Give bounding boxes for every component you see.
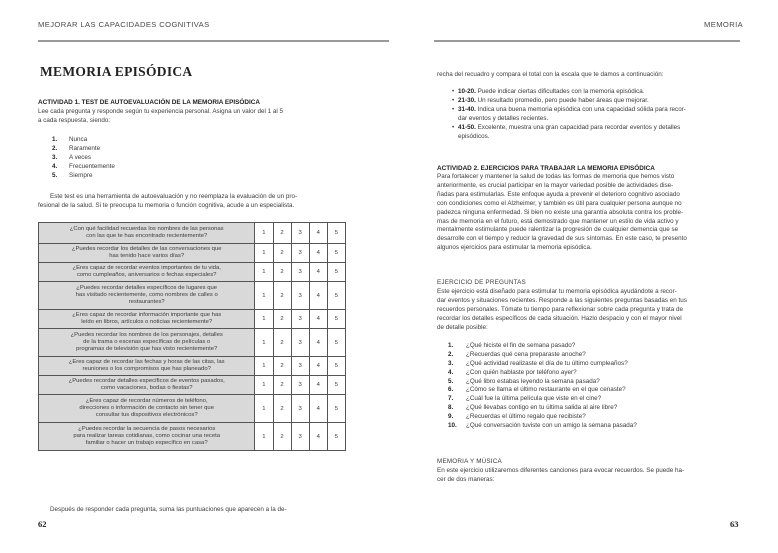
question-line: ¿Eres capaz de recordar eventos importantes de tu vida, — [72, 264, 221, 271]
activity1-title: ACTIVIDAD 1. TEST DE AUTOEVALUACIÓN DE LA MEMORIA EPISÓDICA — [38, 99, 261, 106]
scale-number: 4. — [52, 162, 58, 170]
question-line: como vacaciones, bodas o fiestas? — [100, 385, 193, 391]
body-line: de detalle posible: — [437, 323, 488, 331]
question-cell — [39, 395, 255, 423]
question-number: 9. — [448, 413, 454, 421]
score-cell[interactable]: 3 — [291, 223, 309, 244]
scale-label: Frecuentemente — [69, 162, 115, 170]
question-item — [448, 351, 637, 360]
running-head-left: MEJORAR LAS CAPACIDADES COGNITIVAS — [38, 20, 210, 29]
activity2-body — [437, 173, 741, 253]
question-number: 10. — [448, 422, 457, 430]
score-cell[interactable]: 2 — [273, 423, 291, 451]
score-cell[interactable]: 2 — [273, 395, 291, 423]
question-line: como cumpleaños, aniversarios o fechas especiales? — [76, 272, 217, 278]
page-number-right: 63 — [730, 519, 739, 529]
question-cell — [39, 329, 255, 357]
question-number: 3. — [448, 359, 454, 367]
question-line: leído en libros, artículos o noticias recientemente? — [81, 319, 213, 325]
table-row — [39, 357, 346, 376]
question-cell — [39, 310, 255, 329]
body-line: anteriormente, es crucial participar en la mayor variedad posible de actividades dise- — [437, 181, 674, 189]
intro-line: a cada respuesta, siendo: — [38, 116, 111, 124]
score-cell[interactable]: 5 — [327, 223, 345, 244]
score-cell[interactable]: 5 — [327, 395, 345, 423]
self-assessment-table — [38, 222, 346, 451]
activity1-intro — [38, 108, 348, 126]
question-item — [448, 378, 637, 387]
score-cell[interactable]: 2 — [273, 310, 291, 329]
score-cell[interactable]: 3 — [291, 357, 309, 376]
body-line: Este ejercicio está diseñado para estimular tu memoria episódica ayudándote a recor- — [437, 288, 677, 295]
scale-label: Raramente — [69, 144, 101, 152]
question-text: ¿Qué hiciste el fin de semana pasado? — [466, 342, 576, 349]
question-item — [448, 422, 637, 431]
table-row — [39, 376, 346, 395]
range-label: 21-30. — [458, 96, 476, 104]
score-cell[interactable]: 5 — [327, 329, 345, 357]
running-head-right: MEMORIA — [704, 20, 744, 29]
question-item — [448, 342, 637, 351]
question-line: de la trama o escenas específicas de películas o — [83, 338, 211, 345]
score-cell[interactable]: 1 — [255, 223, 273, 244]
question-line: has visitado recientemente, como nombres de calles o — [75, 291, 218, 298]
question-line: ¿Eres capaz de recordar información importante que has — [72, 311, 222, 318]
score-cell[interactable]: 3 — [291, 329, 309, 357]
table-row — [39, 223, 346, 244]
disclaimer — [38, 193, 348, 211]
question-text: ¿Recuerdas el último regalo que recibiste? — [466, 413, 586, 421]
score-cell[interactable]: 2 — [273, 357, 291, 376]
header-rule-right — [434, 40, 740, 42]
table-row — [39, 423, 346, 451]
score-cell[interactable]: 1 — [255, 282, 273, 310]
table-row — [39, 395, 346, 423]
score-cell[interactable]: 5 — [327, 376, 345, 395]
score-cell[interactable]: 2 — [273, 282, 291, 310]
question-line: direcciones o información de contacto sin tener que — [79, 404, 214, 411]
range-text: Excelente, muestra una gran capacidad para recordar eventos y detalles — [477, 123, 681, 131]
scale-number: 3. — [52, 153, 58, 161]
question-number: 8. — [448, 404, 454, 412]
question-line: ¿Puedes recordar detalles específicos de lugares que — [76, 284, 218, 291]
question-cell — [39, 423, 255, 451]
score-cell[interactable]: 3 — [291, 423, 309, 451]
score-cell[interactable]: 4 — [309, 244, 327, 263]
question-line: consultar tus dispositivos electrónicos? — [95, 412, 198, 419]
score-ranges — [452, 88, 752, 141]
score-cell[interactable]: 3 — [291, 395, 309, 423]
score-cell[interactable]: 1 — [255, 357, 273, 376]
range-text: Puede indicar ciertas dificultades con la memoria episódica. — [477, 88, 645, 95]
score-cell[interactable]: 5 — [327, 244, 345, 263]
question-cell — [39, 244, 255, 263]
body-line: mas de memoria en el futuro, está demostrado que mantener un estilo de vida activo y — [437, 217, 679, 225]
question-text: ¿Qué llevabas contigo en tu última salida al aire libre? — [466, 404, 618, 412]
scale-item — [52, 154, 115, 163]
score-cell[interactable]: 1 — [255, 376, 273, 395]
body-line: mentalmente estimulante puede ralentizar la progresión de cualquier demencia que se — [437, 226, 679, 234]
page-number-left: 62 — [38, 519, 47, 529]
question-number: 2. — [448, 350, 454, 358]
question-item — [448, 360, 637, 369]
header-rule-left — [38, 40, 389, 42]
scale-item — [52, 172, 115, 181]
question-line: ¿Puedes recordar los nombres de los personajes, detalles — [70, 331, 223, 338]
question-text: ¿Qué actividad realizaste el día de tu último cumpleaños? — [466, 359, 628, 367]
scale-number: 1. — [52, 136, 58, 143]
question-list — [448, 342, 637, 431]
score-cell[interactable]: 3 — [291, 310, 309, 329]
question-text: ¿Con quién hablaste por teléfono ayer? — [466, 368, 577, 376]
score-cell[interactable]: 1 — [255, 310, 273, 329]
question-line: ¿Con qué facilidad recuerdas los nombres de las personas — [69, 225, 224, 232]
body-line: con condiciones como el Alzheimer, y también es útil para cualquier persona aunque no — [437, 199, 682, 207]
score-cell[interactable]: 2 — [273, 244, 291, 263]
question-item — [448, 369, 637, 378]
range-item — [452, 106, 752, 124]
scale-label: Nunca — [69, 136, 88, 143]
disclaimer-line: Este test es una herramienta de autoevaluación y no reemplaza la evaluación de un pro- — [50, 193, 298, 200]
question-text: ¿Qué conversación tuviste con un amigo la semana pasada? — [466, 422, 637, 430]
question-number: 5. — [448, 377, 454, 385]
score-cell[interactable]: 5 — [327, 282, 345, 310]
score-cell[interactable]: 4 — [309, 263, 327, 282]
question-line: restaurantes? — [128, 299, 165, 306]
question-number: 6. — [448, 386, 454, 394]
question-line: ¿Puedes recordar los detalles de las conversaciones que — [71, 245, 222, 252]
question-text: ¿Recuerdas qué cena preparaste anoche? — [466, 350, 586, 358]
exercise1-body — [437, 288, 741, 333]
score-cell[interactable]: 1 — [255, 329, 273, 357]
score-cell[interactable]: 2 — [273, 329, 291, 357]
question-cell — [39, 376, 255, 395]
score-cell[interactable]: 1 — [255, 423, 273, 451]
scale-item — [52, 136, 115, 145]
score-cell[interactable]: 4 — [309, 223, 327, 244]
body-line: dar eventos y situaciones recientes. Responde a las siguientes preguntas basadas en tus — [437, 296, 687, 304]
question-line: has tenido hace varios días? — [109, 253, 185, 259]
body-line: recuerdos personales. Tómate tu tiempo para reflexionar sobre cada pregunta y trata de — [437, 305, 683, 313]
activity2-title: ACTIVIDAD 2. EJERCICIOS PARA TRABAJAR LA MEMORIA EPISÓDICA — [437, 165, 655, 172]
question-item — [448, 404, 637, 413]
question-line: para realizar tareas cotidianas, como cocinar una receta — [73, 432, 221, 439]
scale-label: A veces — [69, 153, 92, 161]
range-text: dar eventos y detalles recientes. — [458, 114, 549, 122]
question-item — [448, 395, 637, 404]
score-cell[interactable]: 1 — [255, 263, 273, 282]
score-cell[interactable]: 4 — [309, 282, 327, 310]
question-cell — [39, 223, 255, 244]
question-text: ¿Qué libro estabas leyendo la semana pasada? — [466, 377, 600, 385]
exercise2-body — [437, 467, 741, 485]
score-cell[interactable]: 4 — [309, 310, 327, 329]
disclaimer-line: fesional de la salud. Si te preocupa tu memoria o función cognitiva, acude a un especialista. — [38, 201, 295, 209]
scale-item — [52, 145, 115, 154]
scale-label: Siempre — [69, 171, 93, 179]
range-item — [452, 88, 752, 97]
range-label: 10-20. — [458, 88, 476, 95]
body-line: En este ejercicio utilizaremos diferentes canciones para evocar recuerdos. Se puede ha- — [437, 467, 685, 474]
table-row — [39, 282, 346, 310]
question-line: familiar o hacer un trabajo específico en casa? — [85, 440, 208, 447]
score-cell[interactable]: 2 — [273, 263, 291, 282]
score-cell[interactable]: 5 — [327, 423, 345, 451]
after-table-text: Después de responder cada pregunta, suma las puntuaciones que aparecen a la de- — [50, 506, 287, 513]
range-text: Indica una buena memoria episódica con una capacidad sólida para recor- — [477, 105, 686, 113]
score-cell[interactable]: 4 — [309, 376, 327, 395]
intro-line: Lee cada pregunta y responde según tu experiencia personal. Asigna un valor del 1 al 5 — [38, 108, 284, 115]
question-cell — [39, 263, 255, 282]
range-text: episódicos. — [458, 132, 490, 140]
body-line: recordar los detalles específicos de cada situación. Hazlo despacio y con el mayor nivel — [437, 314, 682, 322]
question-item — [448, 386, 637, 395]
exercise1-title: EJERCICIO DE PREGUNTAS — [437, 279, 526, 286]
table-row — [39, 263, 346, 282]
score-cell[interactable]: 2 — [273, 376, 291, 395]
score-cell[interactable]: 3 — [291, 282, 309, 310]
score-cell[interactable]: 5 — [327, 310, 345, 329]
exercise2-title: MEMORIA Y MÚSICA — [437, 458, 502, 465]
question-text: ¿Cómo se llama el último restaurante en el que cenaste? — [466, 386, 626, 394]
page-title: MEMORIA EPISÓDICA — [40, 64, 193, 79]
question-line: con las que te has encontrado recientemente? — [86, 233, 208, 239]
range-item — [452, 124, 752, 142]
body-line: padezca ninguna enfermedad. Si bien no existe una garantía absoluta contra los proble- — [437, 208, 684, 216]
question-number: 1. — [448, 342, 454, 349]
score-cell[interactable]: 1 — [255, 395, 273, 423]
question-text: ¿Cuál fue la última película que viste en el cine? — [466, 395, 602, 403]
table-row — [39, 244, 346, 263]
score-cell[interactable]: 4 — [309, 357, 327, 376]
score-cell[interactable]: 3 — [291, 376, 309, 395]
range-label: 41-50. — [458, 123, 476, 131]
question-number: 4. — [448, 368, 454, 376]
body-line: cer de dos maneras: — [437, 475, 495, 483]
range-label: 31-40. — [458, 105, 476, 113]
question-cell — [39, 357, 255, 376]
score-cell[interactable]: 4 — [309, 423, 327, 451]
range-text: Un resultado promedio, pero puede haber áreas que mejorar. — [477, 96, 649, 104]
scale-item — [52, 163, 115, 172]
table-row — [39, 329, 346, 357]
question-number: 7. — [448, 395, 454, 403]
score-cell[interactable]: 1 — [255, 244, 273, 263]
question-line: ¿Puedes recordar detalles específicos de eventos pasados, — [68, 377, 225, 384]
score-cell[interactable]: 4 — [309, 395, 327, 423]
question-line: ¿Eres capaz de recordar números de teléfono, — [85, 397, 208, 404]
question-cell — [39, 282, 255, 310]
table-row — [39, 310, 346, 329]
body-line: algunos ejercicios para estimular la memoria episódica. — [437, 244, 592, 252]
scale-number: 2. — [52, 144, 58, 152]
body-line: desarrolle con el tiempo y reducir la gravedad de sus síntomas. En este caso, te presento — [437, 235, 687, 243]
question-line: ¿Puedes recordar la secuencia de pasos necesarios — [78, 425, 216, 432]
question-line: ¿Eres capaz de recordar las fechas y horas de las citas, las — [68, 358, 225, 365]
score-cell[interactable]: 5 — [327, 357, 345, 376]
score-cell[interactable]: 5 — [327, 263, 345, 282]
score-cell[interactable]: 4 — [309, 329, 327, 357]
scale-list — [52, 136, 115, 180]
scale-number: 5. — [52, 171, 58, 179]
score-cell[interactable]: 3 — [291, 263, 309, 282]
question-item — [448, 413, 637, 422]
question-line: programas de televisión que has visto recientemente? — [76, 346, 218, 353]
body-line: Para fortalecer y mantener la salud de todas las formas de memoria que hemos visto — [437, 173, 675, 180]
score-cell[interactable]: 3 — [291, 244, 309, 263]
question-line: reuniones o los compromisos que has planeado? — [82, 366, 211, 372]
score-cell[interactable]: 2 — [273, 223, 291, 244]
range-item — [452, 97, 752, 106]
continuation-text: recha del recuadro y compara el total con la escala que te damos a continuación: — [437, 71, 664, 78]
body-line: ñadas para estimularlas. Este enfoque ayuda a prevenir el deterioro cognitivo asociado — [437, 190, 680, 198]
